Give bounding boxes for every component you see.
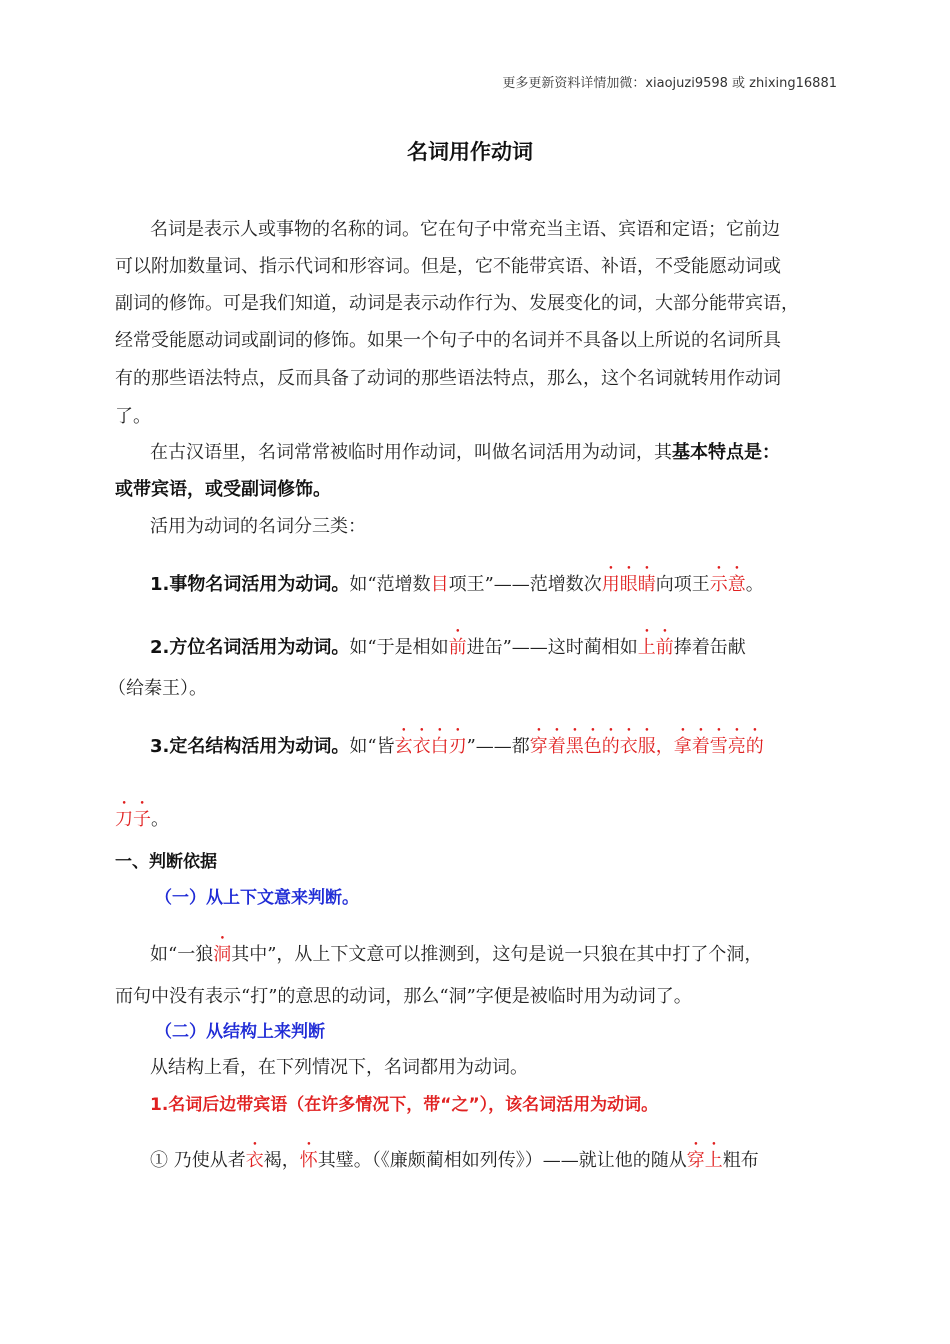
text-span: 进缶”——这时蔺相如	[466, 637, 638, 658]
text-span: 其璧。（《廉颇蔺相如列传》）——就让他的随从	[317, 1150, 687, 1171]
text-span: 如“于是相如	[349, 637, 449, 658]
example-line	[150, 1140, 759, 1174]
text-span: 向项王	[655, 574, 710, 595]
paragraph-line	[115, 799, 169, 833]
text-span: 如“范增数	[349, 574, 431, 595]
type-1-line	[150, 564, 764, 598]
text-span: 如“皆	[349, 736, 395, 757]
type-3-line	[150, 726, 764, 760]
text-span: 项王”——范增数次	[448, 574, 602, 595]
type-label: 1.事物名词活用为动词。	[150, 574, 350, 595]
type-label: 3.定名结构活用为动词。	[150, 736, 350, 757]
paragraph-line: 副词的修饰。可是我们知道，动词是表示动作行为、发展变化的词，大部分能带宾语，	[115, 293, 799, 314]
text-span: ”——都	[466, 736, 530, 757]
emphasis-word: 穿着黑色的衣服	[529, 736, 656, 757]
emphasis-word: 怀	[299, 1150, 318, 1171]
text-span: 褐，	[263, 1150, 300, 1171]
emphasis-word: 衣	[245, 1150, 264, 1171]
emphasis-word: 示意	[709, 574, 746, 595]
emphasis-word: 刀子	[115, 809, 151, 830]
type-label: 2.方位名词活用为动词。	[150, 637, 350, 658]
text-span: 捧着缶献	[673, 637, 746, 658]
emphasis-word: 穿上	[686, 1150, 723, 1171]
text-span: 如“一狼	[150, 944, 214, 965]
text-span: 粗布	[722, 1150, 759, 1171]
text-span: ① 乃使从者	[150, 1150, 246, 1171]
paragraph-line	[150, 440, 780, 466]
text-span: ，	[655, 736, 674, 757]
page-title: 名词用作动词	[407, 140, 533, 164]
example-line: 而句中没有表示“打”的意思的动词，那么“洞”字便是被临时用为动词了。	[115, 986, 692, 1007]
bold-line: 或带宾语，或受副词修饰。	[115, 479, 331, 500]
paragraph-line: 从结构上看，在下列情况下，名词都用为动词。	[150, 1057, 528, 1078]
paragraph-line: 名词是表示人或事物的名称的词。它在句子中常充当主语、宾语和定语；它前边	[150, 219, 780, 240]
text-span: 。	[745, 574, 764, 595]
bold-text: 基本特点是：	[672, 442, 780, 463]
paragraph-line: 可以附加数量词、指示代词和形容词。但是，它不能带宾语、补语，不受能愿动词或	[115, 256, 781, 277]
paragraph-line: 活用为动词的名词分三类：	[150, 516, 366, 537]
emphasis-word: 用眼睛	[601, 574, 656, 595]
emphasis-word: 前	[448, 637, 467, 658]
subsection-heading: （一）从上下文意来判断。	[155, 888, 359, 908]
emphasis-word: 玄衣白刃	[394, 736, 467, 757]
paragraph-line: （给秦王）。	[108, 678, 207, 699]
section-heading: 一、判断依据	[115, 852, 217, 872]
rule-heading: 1.名词后边带宾语（在许多情况下，带“之”），该名词活用为动词。	[150, 1095, 659, 1115]
paragraph-line: 了。	[115, 406, 151, 427]
example-line	[150, 934, 762, 968]
type-2-line	[150, 627, 746, 661]
text-span: 其中”，从上下文意可以推测到，这句是说一只狼在其中打了个洞，	[231, 944, 763, 965]
text-span: 。	[151, 809, 169, 830]
paragraph-line: 经常受能愿动词或副词的修饰。如果一个句子中的名词并不具备以上所说的名词所具	[115, 330, 781, 351]
page-header: 更多更新资料详情加微：xiaojuzi9598 或 zhixing16881	[502, 76, 837, 91]
emphasis-word: 上前	[637, 637, 674, 658]
emphasis-word: 拿着雪亮的	[673, 736, 764, 757]
text-span: 在古汉语里，名词常常被临时用作动词，叫做名词活用为动词，其	[150, 442, 672, 463]
highlight-word: 目	[430, 574, 449, 595]
emphasis-word: 洞	[213, 944, 232, 965]
paragraph-line: 有的那些语法特点，反而具备了动词的那些语法特点，那么，这个名词就转用作动词	[115, 368, 781, 389]
subsection-heading: （二）从结构上来判断	[155, 1022, 325, 1042]
